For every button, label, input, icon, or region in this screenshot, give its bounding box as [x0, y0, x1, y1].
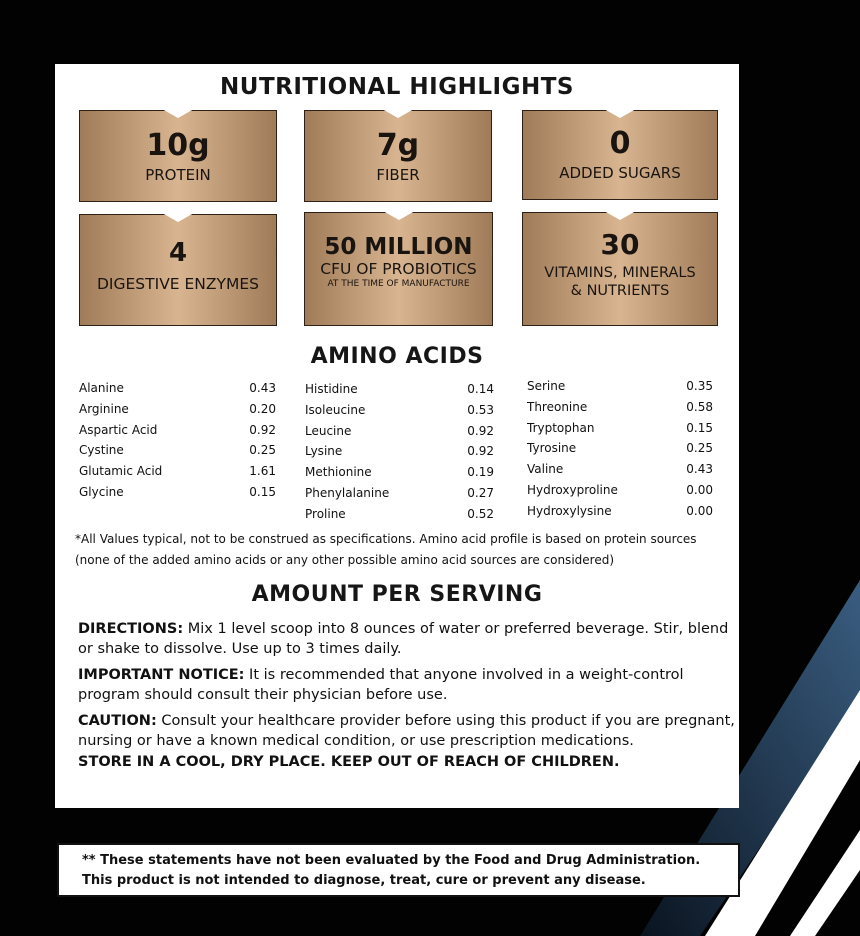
tile-label: FIBER [376, 166, 420, 184]
amino-value: 0.92 [249, 422, 276, 437]
amino-row [527, 418, 713, 439]
amino-row [79, 420, 276, 441]
amino-value: 0.92 [467, 444, 494, 459]
amino-value: 0.53 [467, 402, 494, 417]
amino-name: Phenylalanine [305, 485, 390, 500]
amino-name: Glutamic Acid [79, 464, 163, 479]
amino-value: 0.92 [467, 423, 494, 438]
tile-label: VITAMINS, MINERALS [544, 265, 696, 281]
caution-paragraph [78, 711, 738, 751]
tile-value: 4 [168, 238, 188, 268]
amino-value: 1.61 [249, 464, 276, 479]
amino-name: Leucine [305, 423, 352, 438]
amino-name: Hydroxyproline [527, 482, 618, 497]
amino-value: 0.15 [686, 420, 713, 435]
amino-value: 0.43 [249, 381, 276, 395]
storage-warning: STORE IN A COOL, DRY PLACE. KEEP OUT OF REACH OF CHILDREN. [78, 754, 620, 770]
amino-row [305, 421, 494, 442]
amino-name: Aspartic Acid [79, 422, 158, 437]
amino-row [527, 397, 713, 418]
tile-label-line2: & NUTRIENTS [570, 283, 670, 299]
tile-notch [604, 211, 636, 220]
amino-value: 0.00 [686, 482, 713, 497]
amino-value: 0.20 [249, 401, 276, 416]
tile-vitamins [522, 212, 718, 326]
tile-value: 50 MILLION [324, 234, 473, 260]
caution-label: CAUTION: [78, 713, 157, 729]
amino-name: Histidine [305, 382, 358, 396]
amino-name: Tryptophan [527, 420, 595, 435]
amino-column-2 [305, 379, 494, 525]
serving-instructions [78, 619, 738, 772]
tile-digestive-enzymes [79, 214, 277, 326]
directions-text: Mix 1 level scoop into 8 ounces of water or preferred beverage. Stir, blend or shake to dissolve. Use up to 3 times daily. [78, 621, 729, 657]
amino-name: Threonine [527, 399, 588, 414]
amino-row [305, 441, 494, 462]
tile-sublabel: AT THE TIME OF MANUFACTURE [327, 279, 470, 289]
amino-value: 0.14 [467, 382, 494, 396]
notice-text: It is recommended that anyone involved in a weight-control program should consult their physician before use. [78, 667, 684, 703]
tile-label: DIGESTIVE ENZYMES [97, 275, 259, 293]
amino-name: Tyrosine [527, 441, 577, 456]
amino-value: 0.25 [249, 443, 276, 458]
tile-label: CFU OF PROBIOTICS [320, 260, 477, 278]
amino-name: Serine [527, 379, 566, 393]
amino-value: 0.35 [686, 379, 713, 393]
amino-row [527, 459, 713, 480]
tile-notch [162, 109, 194, 118]
caution-text: Consult your healthcare provider before using this product if you are pregnant, nursing or have a known medical condition, or use prescription medications. [78, 713, 735, 749]
amino-column-3 [527, 376, 713, 522]
amino-name: Isoleucine [305, 402, 366, 417]
amino-value: 0.27 [467, 485, 494, 500]
amino-name: Cystine [79, 443, 124, 458]
amino-value: 0.15 [249, 484, 276, 499]
amino-name: Hydroxylysine [527, 503, 612, 518]
tile-value: 10g [146, 128, 210, 163]
amino-column-1 [79, 378, 276, 503]
fda-disclaimer [57, 843, 740, 897]
nutritional-highlights-title: NUTRITIONAL HIGHLIGHTS [220, 74, 574, 100]
tile-notch [162, 213, 194, 222]
amount-per-serving-title: AMOUNT PER SERVING [251, 582, 543, 607]
amino-value: 0.52 [467, 506, 494, 521]
amino-value: 0.25 [686, 441, 713, 456]
notice-label: IMPORTANT NOTICE: [78, 667, 245, 683]
amino-value: 0.43 [686, 462, 713, 477]
amino-row [79, 440, 276, 461]
disclaimer-line-1: ** These statements have not been evaluated by the Food and Drug Administration. [82, 853, 701, 868]
tile-protein [79, 110, 277, 202]
tile-fiber [304, 110, 492, 202]
amino-row [527, 480, 713, 501]
directions-label: DIRECTIONS: [78, 621, 184, 637]
amino-row [305, 379, 494, 400]
amino-row [79, 378, 276, 399]
amino-name: Glycine [79, 484, 124, 499]
disclaimer-line-2: This product is not intended to diagnose, treat, cure or prevent any disease. [82, 873, 646, 888]
amino-value: 0.19 [467, 465, 494, 480]
amino-name: Valine [527, 462, 564, 477]
tile-notch [383, 211, 415, 220]
amino-name: Alanine [79, 381, 124, 395]
directions-paragraph [78, 619, 738, 659]
amino-name: Methionine [305, 465, 372, 480]
amino-acids-title: AMINO ACIDS [310, 344, 484, 369]
nutrition-panel [55, 64, 739, 808]
amino-row [305, 504, 494, 525]
amino-row [79, 399, 276, 420]
amino-row [305, 483, 494, 504]
amino-name: Lysine [305, 444, 343, 459]
tile-value: 30 [600, 228, 640, 261]
amino-row [305, 462, 494, 483]
tile-notch [382, 109, 414, 118]
amino-row [527, 376, 713, 397]
amino-name: Arginine [79, 401, 129, 416]
tile-value: 7g [376, 128, 420, 163]
amino-value: 0.00 [686, 503, 713, 518]
amino-footnote: *All Values typical, not to be construed as specifications. Amino acid profile is based on protein sources (none of the added amino acids or any other possible amino acid sources are considered) [75, 532, 697, 567]
amino-row [305, 400, 494, 421]
tile-label: ADDED SUGARS [559, 164, 681, 182]
amino-row [79, 461, 276, 482]
amino-row [79, 482, 276, 503]
amino-name: Proline [305, 506, 346, 521]
tile-notch [604, 109, 636, 118]
notice-paragraph [78, 665, 738, 705]
amino-row [527, 501, 713, 522]
amino-row [527, 438, 713, 459]
tile-probiotics [304, 212, 493, 326]
tile-added-sugars [522, 110, 718, 200]
amino-value: 0.58 [686, 399, 713, 414]
tile-label: PROTEIN [145, 166, 211, 184]
tile-value: 0 [609, 126, 631, 161]
